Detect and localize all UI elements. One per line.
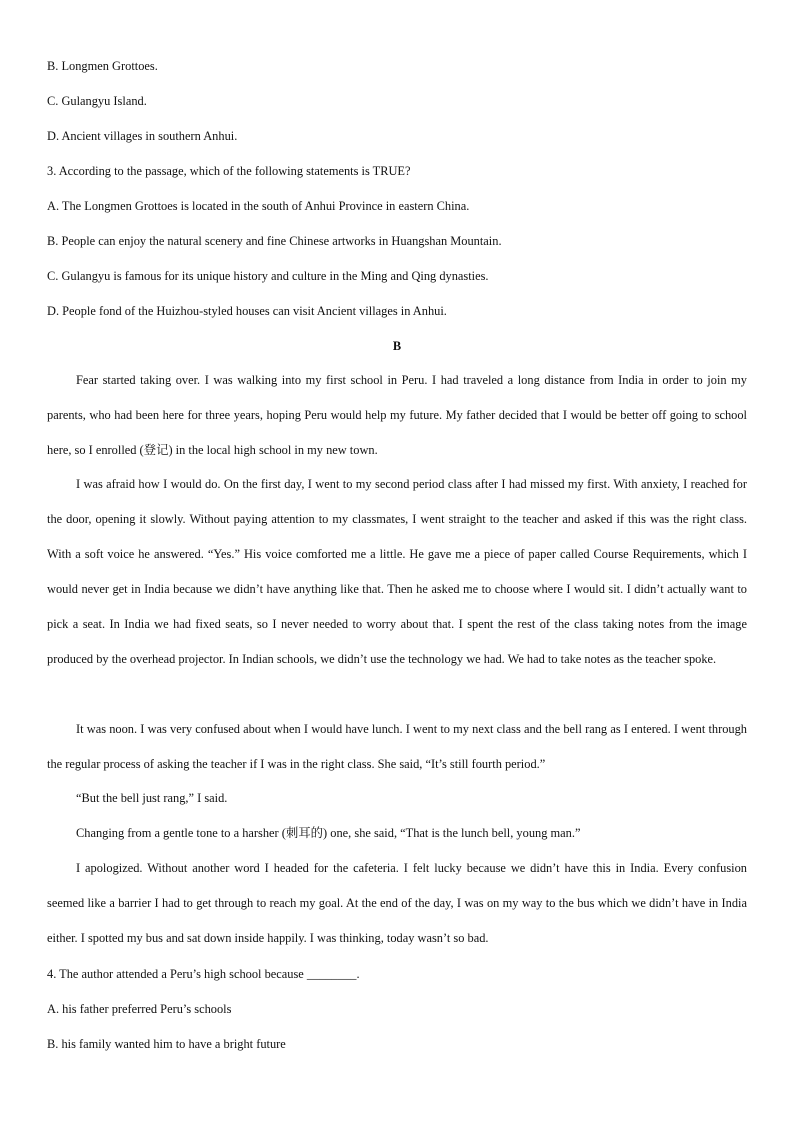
q2-option-b: B. Longmen Grottoes. — [47, 59, 158, 73]
passage-paragraph-5: Changing from a gentle tone to a harsher (刺耳的) one, she said, “That is the lunch bell, young man.” — [76, 826, 581, 840]
q3-option-c: C. Gulangyu is famous for its unique history and culture in the Ming and Qing dynasties. — [47, 269, 489, 283]
q4-option-b: B. his family wanted him to have a bright future — [47, 1037, 286, 1051]
q2-option-c: C. Gulangyu Island. — [47, 94, 147, 108]
passage-paragraph-6: I apologized. Without another word I headed for the cafeteria. I felt lucky because we didn’t have this in India. Every confusion seemed like a barrier I had to get through to reach my goal. At the end of the day, I was on my way to the bus which we didn’t have in India either. I spotted my bus and sat down inside happily. I was thinking, today wasn’t so bad. — [47, 861, 747, 945]
q2-option-d: D. Ancient villages in southern Anhui. — [47, 129, 238, 143]
q3-stem: 3. According to the passage, which of the following statements is TRUE? — [47, 164, 411, 178]
q4-stem: 4. The author attended a Peru’s high school because ________. — [47, 967, 360, 981]
q3-option-b: B. People can enjoy the natural scenery and fine Chinese artworks in Huangshan Mountain. — [47, 234, 502, 248]
q4-option-a: A. his father preferred Peru’s schools — [47, 1002, 232, 1016]
q3-option-d: D. People fond of the Huizhou-styled houses can visit Ancient villages in Anhui. — [47, 304, 447, 318]
passage-paragraph-1: Fear started taking over. I was walking into my first school in Peru. I had traveled a long distance from India in order to join my parents, who had been here for three years, hoping Peru would help my future. My father decided that I would be better off going to school here, so I enrolled (登记) in the local high school in my new town. — [47, 373, 747, 457]
passage-paragraph-3: It was noon. I was very confused about when I would have lunch. I went to my next class and the bell rang as I entered. I went through the regular process of asking the teacher if I was in the right class. She said, “It’s still fourth period.” — [47, 722, 747, 771]
passage-paragraph-2: I was afraid how I would do. On the first day, I went to my second period class after I had missed my first. With anxiety, I reached for the door, opening it slowly. Without paying attention to my classmates, I went straight to the teacher and asked if this was the right class. With a soft voice he answered. “Yes.” His voice comforted me a little. He gave me a piece of paper called Course Requirements, which I would never get in India because we didn’t have anything like that. Then he asked me to choose where I would sit. I didn’t actually want to pick a seat. In India we had fixed seats, so I never needed to worry about that. I spent the rest of the class taking notes from the image produced by the overhead projector. In Indian schools, we didn’t use the technology we had. We had to take notes as the teacher spoke. — [47, 477, 747, 666]
q3-option-a: A. The Longmen Grottoes is located in the south of Anhui Province in eastern China. — [47, 199, 470, 213]
passage-paragraph-4: “But the bell just rang,” I said. — [76, 791, 228, 805]
section-heading: B — [392, 339, 402, 353]
